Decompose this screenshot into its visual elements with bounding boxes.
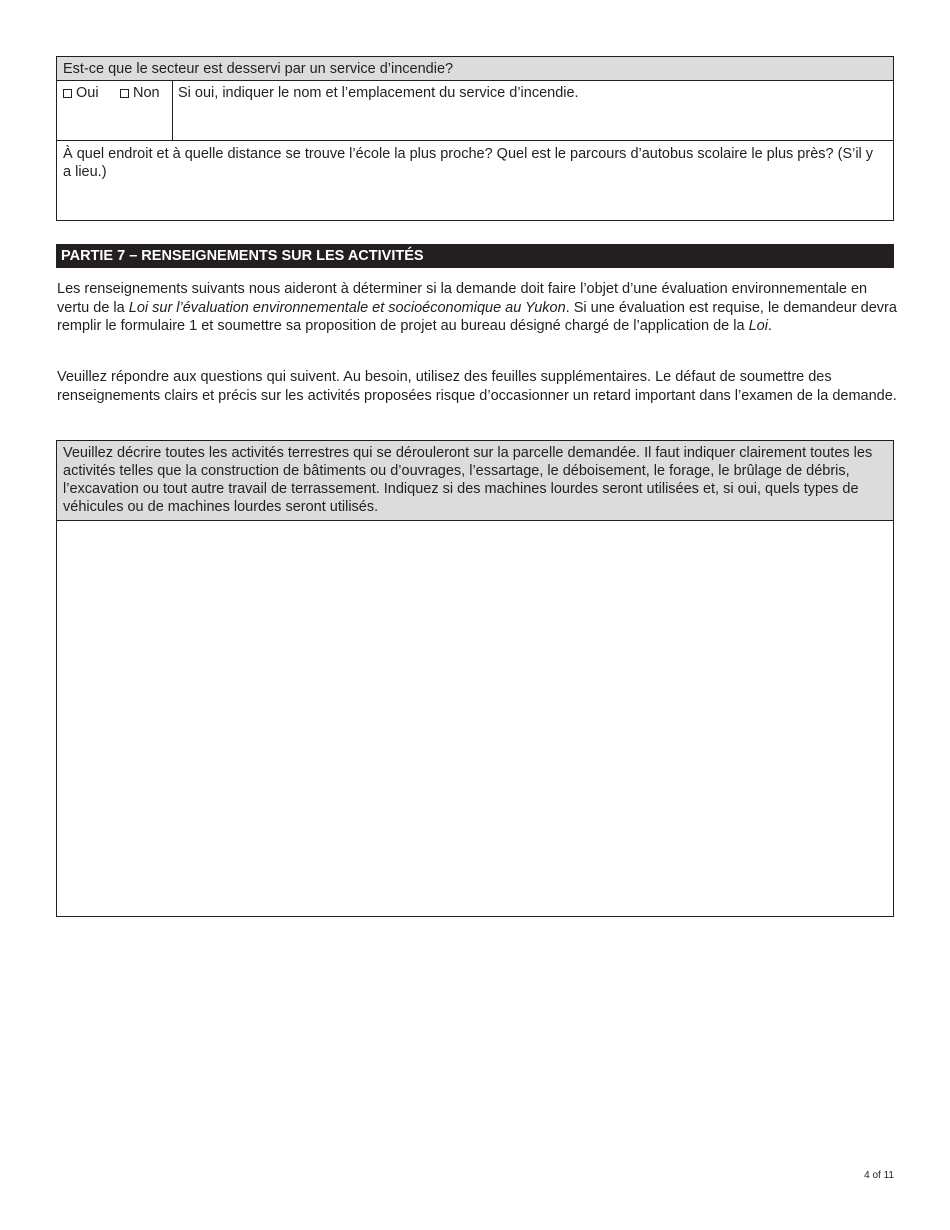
part7-section-title: PARTIE 7 – RENSEIGNEMENTS SUR LES ACTIVITÉS bbox=[56, 244, 894, 268]
fire-service-answer-row bbox=[56, 80, 894, 141]
law-short: Loi bbox=[748, 318, 768, 335]
activities-prompt-box bbox=[56, 440, 894, 521]
para1-text-c: . bbox=[767, 318, 772, 335]
fire-service-question: Est-ce que le secteur est desservi par un service d’incendie? bbox=[63, 61, 454, 77]
no-checkbox[interactable] bbox=[120, 89, 129, 98]
fire-service-no-option[interactable] bbox=[120, 85, 160, 101]
no-label: Non bbox=[133, 85, 160, 101]
activities-description-field[interactable] bbox=[56, 520, 894, 917]
fire-service-yes-option[interactable] bbox=[63, 85, 99, 101]
para1-text-b: . Si une évaluation est requise, le demandeur devra remplir le formulaire 1 et soumettre sa proposition de projet au bureau désigné chargé de l’application de la bbox=[57, 299, 897, 335]
activities-prompt: Veuillez décrire toutes les activités terrestres qui se dérouleront sur la parcelle demandée. Il faut indiquer clairement toutes les activités telles que la construction de bâtiments ou d’ouvrages, l’essartage, le déboisement, le forage, le brûlage de débris, l’excavation ou tout autre travail de terrassement. Indiquez si des machines lourdes seront utilisées et, si oui, quels types de véhicules ou de machines lourdes seront utilisés. bbox=[63, 445, 873, 515]
fire-service-name-location-field[interactable] bbox=[173, 81, 893, 140]
school-distance-field[interactable] bbox=[56, 140, 894, 221]
yes-checkbox[interactable] bbox=[63, 89, 72, 98]
page-number: 4 of 11 bbox=[864, 1170, 894, 1181]
school-question: À quel endroit et à quelle distance se trouve l’école la plus proche? Quel est le parcours d’autobus scolaire le plus près? (S’il y a lieu.) bbox=[63, 146, 874, 180]
law-name: Loi sur l’évaluation environnementale et socioéconomique au Yukon bbox=[128, 299, 566, 316]
fire-service-if-yes-label: Si oui, indiquer le nom et l’emplacement du service d’incendie. bbox=[178, 85, 579, 101]
yes-label: Oui bbox=[76, 85, 99, 101]
part7-intro-paragraph bbox=[57, 280, 897, 336]
part7-instructions-paragraph: Veuillez répondre aux questions qui suivent. Au besoin, utilisez des feuilles supplémentaires. Le défaut de soumettre des renseignements clairs et précis sur les activités proposées risque d’occasionner un retard important dans l’examen de la demande. bbox=[57, 369, 897, 404]
para1-text-a: Les renseignements suivants nous aideront à déterminer si la demande doit faire l’objet d’une évaluation environnementale en vertu de la bbox=[57, 281, 868, 316]
fire-service-question-row bbox=[56, 56, 894, 81]
